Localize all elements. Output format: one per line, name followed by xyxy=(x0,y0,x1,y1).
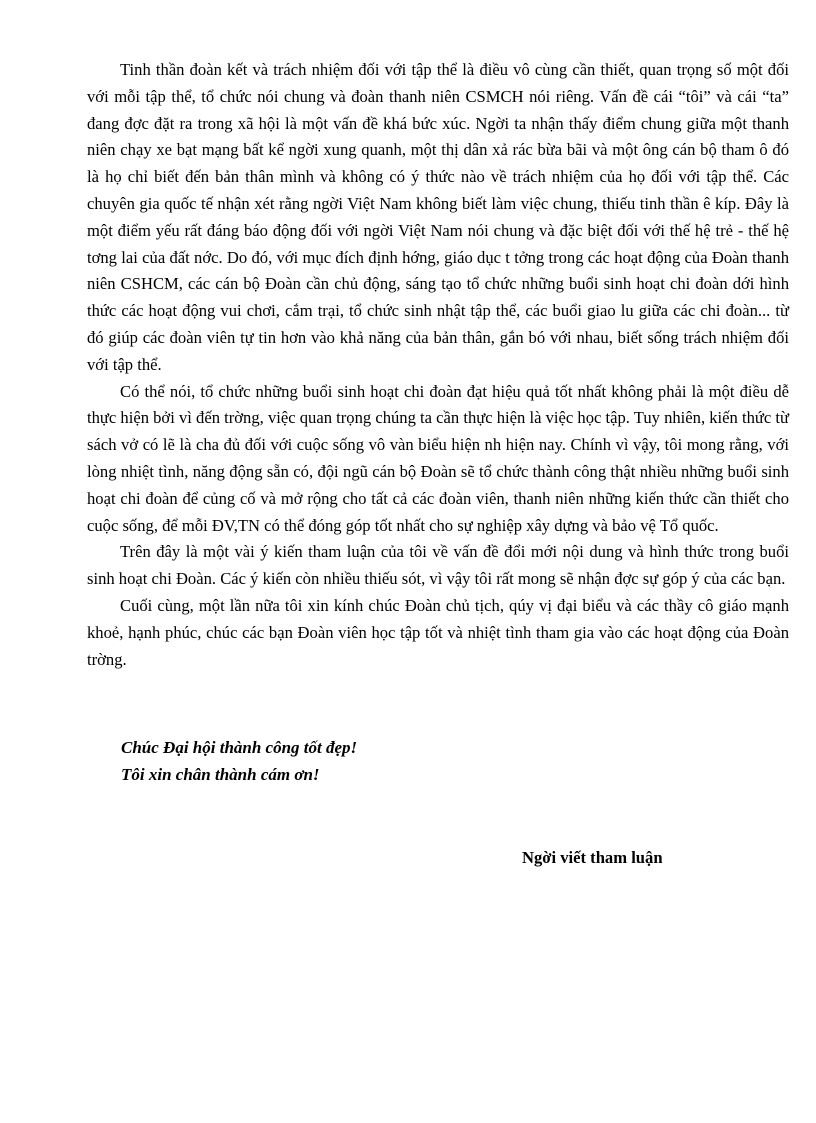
body-text xyxy=(87,57,789,673)
closing-line-thanks: Tôi xin chân thành cám ơn! xyxy=(121,765,320,784)
paragraph-wishes: Cuối cùng, một lần nữa tôi xin kính chúc Đoàn chủ tịch, qúy vị đại biểu và các thầy cô giáo mạnh khoẻ, hạnh phúc, chúc các bạn Đoàn viên học tập tốt và nhiệt tình tham gia vào các hoạt động của Đoàn trờng. xyxy=(87,595,789,669)
closing-line-congress: Chúc Đại hội thành công tốt đẹp! xyxy=(121,738,358,757)
paragraph-teamwork: Tinh thần đoàn kết và trách nhiệm đối với tập thể là điều vô cùng cần thiết, quan trọng số một đối với mỗi tập thể, tổ chức nói chung và đoàn thanh niên CSMCH nói riêng. Vấn đề cái “tôi” và cái “ta” đang đợc đặt ra trong xã hội là một vấn đề khá bức xúc. Ngời ta nhận thấy điểm chung giữa một thanh niên chạy xe bạt mạng bất kể ngời xung quanh, một thị dân xả rác bừa bãi và một ông cán bộ tham ô đó là họ chỉ biết đến bản thân mình và không có ý thức nào về trách nhiệm của họ đối với tập thể. Các chuyên gia quốc tế nhận xét rằng ngời Việt Nam không biết làm việc chung, thiếu tinh thần ê kíp. Đây là một điểm yếu rất đáng báo động đối với ngời Việt Nam nói chung và đặc biệt đối với thế hệ trẻ - thế hệ tơng lai của đất nớc. Do đó, với mục đích định hớng, giáo dục t tởng trong các hoạt động của Đoàn thanh niên CSHCM, các cán bộ Đoàn cần chủ động, sáng tạo tổ chức những buổi sinh hoạt chi đoàn dới hình thức các hoạt động vui chơi, cắm trại, tổ chức sinh nhật tập thể, các buổi giao lu giữa các chi đoàn... từ đó giúp các đoàn viên tự tin hơn vào khả năng của bản thân, gắn bó với nhau, biết sống trách nhiệm đối với tập thể. xyxy=(87,60,789,374)
signature-label: Ngời viết tham luận xyxy=(522,848,663,867)
paragraph-activities: Có thể nói, tổ chức những buổi sinh hoạt chi đoàn đạt hiệu quả tốt nhất không phải là một điều dễ thực hiện bởi vì đến trờng, việc quan trọng chúng ta cần thực hiện là việc học tập. Tuy nhiên, kiến thức từ sách vở có lẽ là cha đủ đối với cuộc sống vô vàn biểu hiện nh hiện nay. Chính vì vậy, tôi mong rằng, với lòng nhiệt tình, năng động sẵn có, đội ngũ cán bộ Đoàn sẽ tổ chức thành công thật nhiều những buổi sinh hoạt chi đoàn để củng cố và mở rộng cho tất cả các đoàn viên, thanh niên những kiến thức cần thiết cho cuộc sống, để mỗi ĐV,TN có thể đóng góp tốt nhất cho sự nghiệp xây dựng và bảo vệ Tổ quốc. xyxy=(87,381,789,535)
closing-wishes xyxy=(121,734,357,788)
paragraph-opinion: Trên đây là một vài ý kiến tham luận của tôi về vấn đề đổi mới nội dung và hình thức trong buổi sinh hoạt chi Đoàn. Các ý kiến còn nhiều thiếu sót, vì vậy tôi rất mong sẽ nhận đợc sự góp ý của các bạn. xyxy=(87,542,789,589)
